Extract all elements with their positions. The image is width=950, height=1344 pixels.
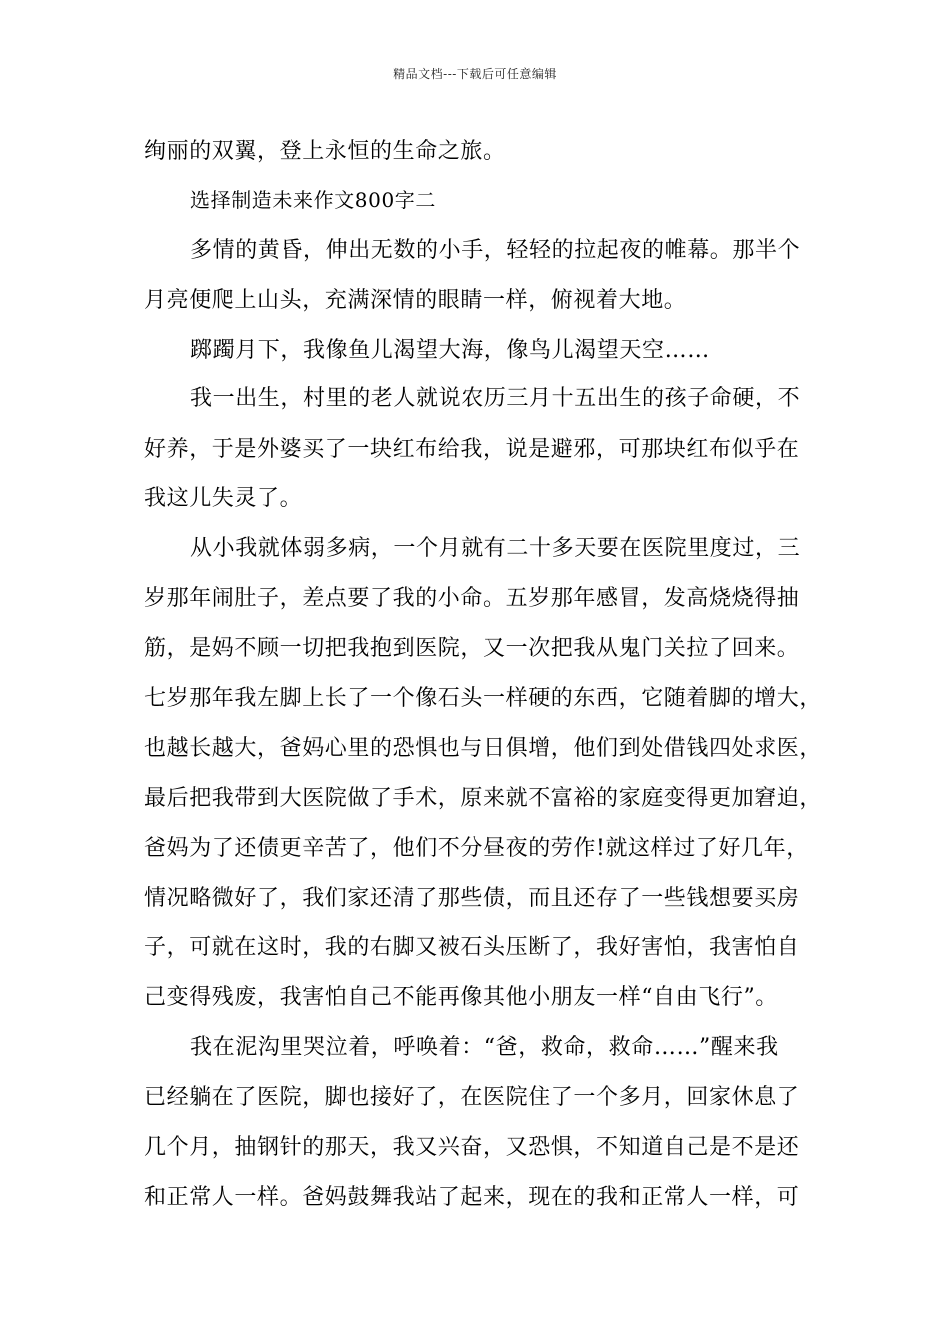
text-line: 岁那年闹肚子，差点要了我的小命。五岁那年感冒，发高烧烧得抽 — [144, 586, 800, 611]
text-line: 多情的黄昏，伸出无数的小手，轻轻的拉起夜的帷幕。那半个 — [190, 238, 801, 263]
text-line: 几个月，抽钢针的那天，我又兴奋，又恐惧，不知道自己是不是还 — [144, 1135, 800, 1160]
text-line: 爸妈为了还债更辛苦了，他们不分昼夜的劳作!就这样过了好几年， — [144, 836, 809, 861]
text-line: 七岁那年我左脚上长了一个像石头一样硬的东西，它随着脚的增大， — [144, 686, 823, 711]
text-line: 好养，于是外婆买了一块红布给我，说是避邪，可那块红布似乎在 — [144, 437, 800, 462]
text-line: 情况略微好了，我们家还清了那些债，而且还存了一些钱想要买房 — [144, 886, 800, 911]
text-line: 月亮便爬上山头，充满深情的眼睛一样，俯视着大地。 — [144, 288, 687, 313]
text-line: 我这儿失灵了。 — [144, 486, 303, 511]
text-line: 和正常人一样。爸妈鼓舞我站了起来，现在的我和正常人一样，可 — [144, 1185, 800, 1210]
text-line: 踯躅月下，我像鱼儿渴望大海，像鸟儿渴望天空…… — [190, 338, 710, 363]
text-line: 绚丽的双翼，登上永恒的生命之旅。 — [144, 139, 506, 164]
page-header: 精品文档---下载后可任意编辑 — [393, 67, 557, 81]
text-line: 我一出生，村里的老人就说农历三月十五出生的孩子命硬，不 — [190, 386, 801, 411]
text-line: 最后把我带到大医院做了手术，原来就不富裕的家庭变得更加窘迫， — [144, 786, 823, 811]
text-line: 我在泥沟里哭泣着，呼唤着：“爸，救命，救命……”醒来我 — [190, 1035, 779, 1060]
text-line: 子，可就在这时，我的右脚又被石头压断了，我好害怕，我害怕自 — [144, 935, 800, 960]
text-line: 从小我就体弱多病，一个月就有二十多天要在医院里度过，三 — [190, 536, 801, 561]
text-line: 己变得残废，我害怕自己不能再像其他小朋友一样“自由飞行”。 — [144, 985, 778, 1010]
text-line: 已经躺在了医院，脚也接好了，在医院住了一个多月，回家休息了 — [144, 1085, 800, 1110]
section-heading: 选择制造未来作文800字二 — [190, 188, 436, 212]
text-line: 筋，是妈不顾一切把我抱到医院，又一次把我从鬼门关拉了回来。 — [144, 636, 800, 661]
text-line: 也越长越大，爸妈心里的恐惧也与日俱增，他们到处借钱四处求医， — [144, 736, 823, 761]
